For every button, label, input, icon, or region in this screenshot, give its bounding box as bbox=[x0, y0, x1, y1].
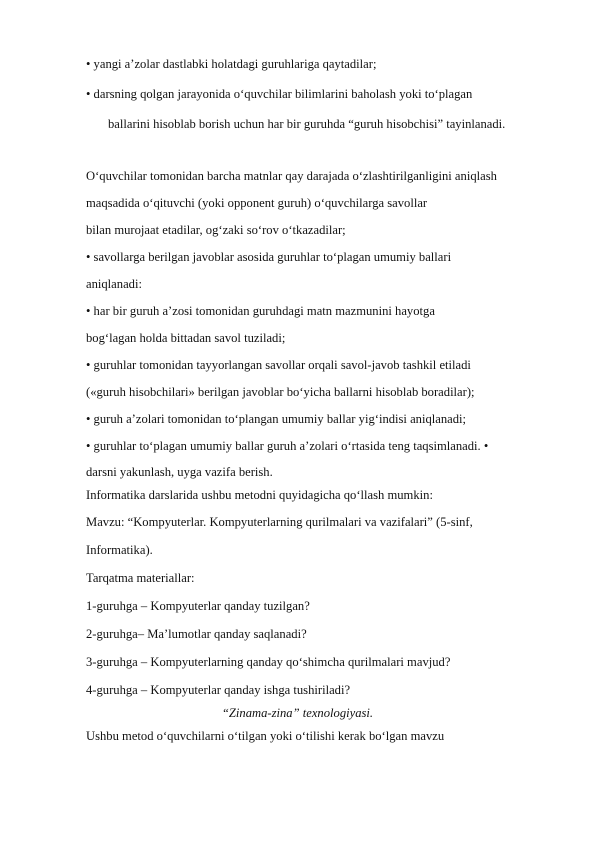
text-line: 4-guruhga – Kompyuterlar qanday ishga tushiriladi? bbox=[86, 683, 351, 697]
section-heading: “Zinama-zina” texnologiyasi. bbox=[221, 706, 374, 720]
text-line: bog‘lagan holda bittadan savol tuziladi; bbox=[86, 331, 286, 345]
text-line: darsni yakunlash, uyga vazifa berish. bbox=[86, 465, 273, 479]
text-line: ballarini hisoblab borish uchun har bir guruhda “guruh hisobchisi” tayinlanadi. bbox=[108, 117, 506, 131]
text-line: Informatika darslarida ushbu metodni quyidagicha qo‘llash mumkin: bbox=[86, 488, 433, 502]
text-line: («guruh hisobchilari» berilgan javoblar bo‘yicha ballarni hisoblab boradilar); bbox=[86, 385, 475, 399]
text-line: aniqlanadi: bbox=[86, 277, 142, 291]
text-line: • darsning qolgan jarayonida o‘quvchilar bilimlarini baholash yoki to‘plagan bbox=[86, 87, 473, 101]
text-line: Tarqatma materiallar: bbox=[86, 571, 195, 585]
text-line: • guruhlar tomonidan tayyorlangan savollar orqali savol-javob tashkil etiladi bbox=[86, 358, 471, 372]
text-line: Informatika). bbox=[86, 543, 153, 557]
text-line: • guruhlar to‘plagan umumiy ballar guruh a’zolari o‘rtasida teng taqsimlanadi. • bbox=[86, 439, 489, 453]
text-line: • savollarga berilgan javoblar asosida guruhlar to‘plagan umumiy ballari bbox=[86, 250, 452, 264]
text-line: • yangi a’zolar dastlabki holatdagi guruhlariga qaytadilar; bbox=[86, 57, 377, 71]
text-line: 1-guruhga – Kompyuterlar qanday tuzilgan? bbox=[86, 599, 310, 613]
text-line: bilan murojaat etadilar, og‘zaki so‘rov o‘tkazadilar; bbox=[86, 223, 346, 237]
text-line: Mavzu: “Kompyuterlar. Kompyuterlarning qurilmalari va vazifalari” (5-sinf, bbox=[86, 515, 473, 529]
text-line: 2-guruhga– Ma’lumotlar qanday saqlanadi? bbox=[86, 627, 307, 641]
text-line: maqsadida o‘qituvchi (yoki opponent guruh) o‘quvchilarga savollar bbox=[86, 196, 428, 210]
text-line: • har bir guruh a’zosi tomonidan guruhdagi matn mazmunini hayotga bbox=[86, 304, 435, 318]
text-line: 3-guruhga – Kompyuterlarning qanday qo‘shimcha qurilmalari mavjud? bbox=[86, 655, 451, 669]
text-line: O‘quvchilar tomonidan barcha matnlar qay darajada o‘zlashtirilganligini aniqlash bbox=[86, 169, 497, 183]
text-line: Ushbu metod o‘quvchilarni o‘tilgan yoki o‘tilishi kerak bo‘lgan mavzu bbox=[86, 729, 445, 743]
text-line: • guruh a’zolari tomonidan to‘plangan umumiy ballar yig‘indisi aniqlanadi; bbox=[86, 412, 467, 426]
